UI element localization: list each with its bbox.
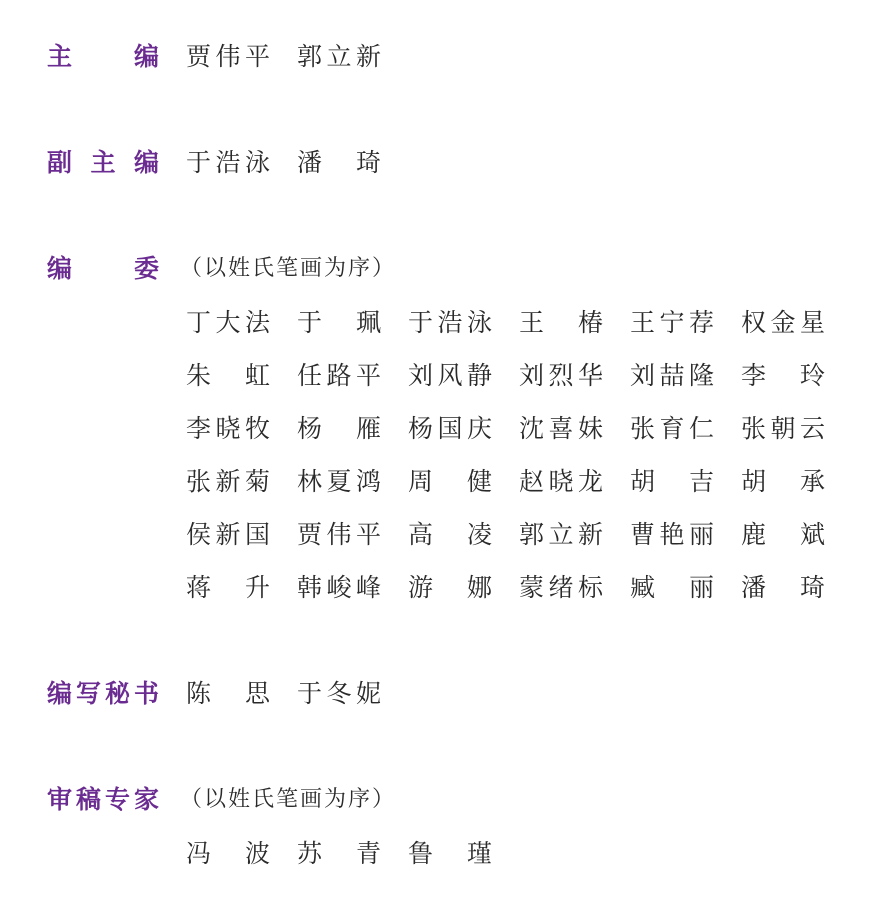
person-name: 臧 丽 bbox=[630, 573, 714, 602]
person-name: 朱 虹 bbox=[186, 361, 270, 390]
person-name: 丁 大 法 bbox=[186, 308, 270, 337]
person-name: 郭 立 新 bbox=[519, 520, 603, 549]
names-editorial-board-row bbox=[186, 307, 826, 339]
person-name: 苏 青 bbox=[297, 839, 381, 868]
label-secretary: 编 写 秘 书 bbox=[47, 679, 159, 708]
label-editorial-board: 编 委 bbox=[47, 254, 159, 283]
person-name: 高 凌 bbox=[408, 520, 492, 549]
names-deputy-editor bbox=[186, 147, 826, 179]
person-name: 张 新 菊 bbox=[186, 467, 270, 496]
person-name: 李 玲 bbox=[741, 361, 825, 390]
person-name: 林 夏 鸿 bbox=[297, 467, 381, 496]
person-name: 侯 新 国 bbox=[186, 520, 270, 549]
person-name: 游 娜 bbox=[408, 573, 492, 602]
person-name: 蒋 升 bbox=[186, 573, 270, 602]
person-name: 于 冬 妮 bbox=[297, 679, 381, 708]
names-editorial-board-row bbox=[186, 360, 826, 392]
person-name: 刘 风 静 bbox=[408, 361, 492, 390]
person-name: 于 浩 泳 bbox=[186, 148, 270, 177]
names-secretary bbox=[186, 678, 826, 710]
person-name: 权 金 星 bbox=[741, 308, 825, 337]
names-editorial-board-row bbox=[186, 466, 826, 498]
person-name: 王 宁 荐 bbox=[630, 308, 714, 337]
person-name: 张 朝 云 bbox=[741, 414, 825, 443]
person-name: 韩 峻 峰 bbox=[297, 573, 381, 602]
person-name: 杨 雁 bbox=[297, 414, 381, 443]
names-editorial-board-row bbox=[186, 572, 826, 604]
label-deputy-editor: 副 主 编 bbox=[47, 148, 159, 177]
person-name: 潘 琦 bbox=[741, 573, 825, 602]
person-name: 郭 立 新 bbox=[297, 42, 381, 71]
person-name: 贾 伟 平 bbox=[186, 42, 270, 71]
names-reviewers bbox=[186, 838, 826, 870]
person-name: 刘 烈 华 bbox=[519, 361, 603, 390]
person-name: 贾 伟 平 bbox=[297, 520, 381, 549]
person-name: 冯 波 bbox=[186, 839, 270, 868]
person-name: 任 路 平 bbox=[297, 361, 381, 390]
label-chief-editor: 主 编 bbox=[47, 42, 159, 71]
person-name: 杨 国 庆 bbox=[408, 414, 492, 443]
names-chief-editor bbox=[186, 41, 826, 73]
person-name: 鹿 斌 bbox=[741, 520, 825, 549]
note-editorial-board: （以姓氏笔画为序） bbox=[180, 256, 397, 281]
person-name: 曹 艳 丽 bbox=[630, 520, 714, 549]
label-reviewers: 审 稿 专 家 bbox=[47, 785, 159, 814]
person-name: 沈 喜 妹 bbox=[519, 414, 603, 443]
person-name: 鲁 瑾 bbox=[408, 839, 492, 868]
person-name: 胡 承 bbox=[741, 467, 825, 496]
person-name: 张 育 仁 bbox=[630, 414, 714, 443]
person-name: 胡 吉 bbox=[630, 467, 714, 496]
person-name: 李 晓 牧 bbox=[186, 414, 270, 443]
names-editorial-board-row bbox=[186, 519, 826, 551]
person-name: 蒙 绪 标 bbox=[519, 573, 603, 602]
note-reviewers: （以姓氏笔画为序） bbox=[180, 787, 397, 812]
person-name: 陈 思 bbox=[186, 679, 270, 708]
names-editorial-board-row bbox=[186, 413, 826, 445]
person-name: 于 珮 bbox=[297, 308, 381, 337]
person-name: 于 浩 泳 bbox=[408, 308, 492, 337]
person-name: 潘 琦 bbox=[297, 148, 381, 177]
person-name: 周 健 bbox=[408, 467, 492, 496]
person-name: 赵 晓 龙 bbox=[519, 467, 603, 496]
person-name: 刘 喆 隆 bbox=[630, 361, 714, 390]
person-name: 王 椿 bbox=[519, 308, 603, 337]
